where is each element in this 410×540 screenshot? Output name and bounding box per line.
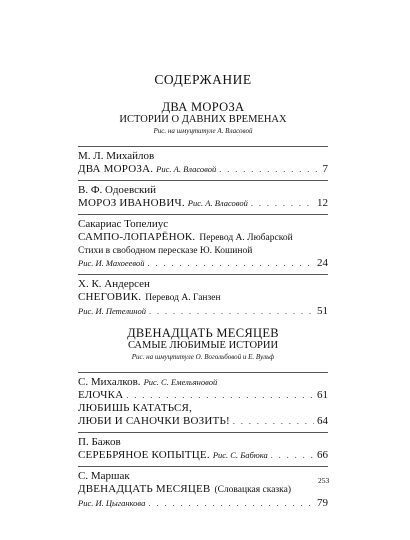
section-illustration-credit: Рис. на шмуцтитуле О. Вогольбовой и Е. Вульф [131, 353, 275, 361]
leader-dots [251, 197, 314, 210]
toc-entry[interactable] [78, 449, 328, 462]
toc-title: СОДЕРЖАНИЕ [154, 72, 252, 87]
section-title: ДВЕНАДЦАТЬ МЕСЯЦЕВ [127, 326, 279, 340]
leader-dots [271, 449, 314, 462]
toc-entry[interactable] [78, 197, 328, 210]
entry-page: 79 [317, 497, 328, 509]
leader-dots [148, 497, 314, 510]
leader-dots [149, 305, 314, 318]
entry-author: Сакариас Топелиус [78, 218, 169, 230]
entry-illustrator: Рис. И. Цыганкова [78, 498, 146, 508]
toc-entry[interactable] [78, 163, 328, 176]
entry-title: СНЕГОВИК. [78, 291, 142, 303]
entry-title: ДВА МОРОЗА. [78, 163, 154, 175]
entry-page: 64 [317, 415, 328, 427]
section-subtitle: САМЫЕ ЛЮБИМЫЕ ИСТОРИИ [127, 340, 279, 351]
divider [78, 432, 328, 433]
section-dvenadtsat-mesyatsev [78, 326, 328, 510]
entry-author: П. Бажов [78, 436, 121, 448]
entry-title: МОРОЗ ИВАНОВИЧ. [78, 197, 185, 209]
entry-title: ЛЮБИ И САНОЧКИ ВОЗИТЬ! [78, 415, 230, 427]
section-dva-moroza [78, 100, 328, 318]
entry-page: 7 [322, 163, 328, 175]
section-illustration-credit: Рис. на шмуцтитуле А. Власовой [153, 127, 253, 135]
entry-page: 61 [317, 389, 328, 401]
entry-translator: Перевод А. Ганзен [145, 293, 221, 303]
toc-entry[interactable] [78, 483, 328, 497]
toc-entry[interactable] [78, 231, 328, 245]
toc-entry-page-line[interactable] [78, 305, 328, 318]
entry-title: ЕЛОЧКА [78, 389, 124, 401]
divider [78, 372, 328, 373]
toc-entry-line1[interactable] [78, 402, 328, 415]
entry-illustrator: Рис. И. Махоеевой [78, 258, 145, 268]
entry-author-line [78, 376, 328, 389]
entry-title: ДВЕНАДЦАТЬ МЕСЯЦЕВ [78, 483, 211, 495]
leader-dots [219, 163, 319, 176]
divider [78, 146, 328, 147]
entry-translator: Перевод А. Любарской [199, 233, 293, 243]
entry-illustrator: Рис. А. Власовой [187, 198, 248, 208]
entry-illustrator: Рис. С. Бабюка [212, 450, 268, 460]
leader-dots [126, 389, 314, 402]
entry-title: СЕРЕБРЯНОЕ КОПЫТЦЕ. [78, 449, 210, 461]
leader-dots [148, 257, 315, 270]
entry-retelling: Стихи в свободном пересказе Ю. Кошиной [78, 246, 253, 256]
divider [78, 214, 328, 215]
section-title: ДВА МОРОЗА [161, 100, 245, 114]
entry-author: М. Л. Михайлов [78, 150, 155, 162]
divider [78, 466, 328, 467]
entry-illustrator: Рис. С. Емельяновой [143, 377, 218, 387]
divider [78, 180, 328, 181]
entry-illustrator: Рис. А. Власовой [156, 164, 217, 174]
entry-author: В. Ф. Одоевский [78, 184, 157, 196]
toc-entry-page-line[interactable] [78, 497, 328, 510]
entry-page: 66 [317, 449, 328, 461]
toc-entry[interactable] [78, 389, 328, 402]
entry-illustrator: Рис. И. Петелиной [78, 306, 147, 316]
entry-page: 24 [317, 257, 328, 269]
section-subtitle: ИСТОРИИ О ДАВНИХ ВРЕМЕНАХ [119, 114, 287, 125]
entry-note: (Словацкая сказка) [214, 485, 292, 495]
leader-dots [233, 415, 314, 428]
divider [78, 274, 328, 275]
entry-page: 51 [317, 305, 328, 317]
entry-author: С. Маршак [78, 470, 130, 482]
page-number: 253 [318, 476, 330, 485]
entry-page: 12 [317, 197, 328, 209]
entry-title: ЛЮБИШЬ КАТАТЬСЯ, [78, 402, 193, 414]
entry-title: САМПО-ЛОПАРЁНОК. [78, 231, 196, 243]
toc-entry[interactable] [78, 415, 328, 428]
toc-entry-page-line[interactable] [78, 257, 328, 270]
toc-entry[interactable] [78, 291, 328, 305]
entry-author: Х. К. Андерсен [78, 278, 150, 290]
toc-content [78, 72, 328, 510]
entry-author: С. Михалков. [78, 376, 141, 388]
